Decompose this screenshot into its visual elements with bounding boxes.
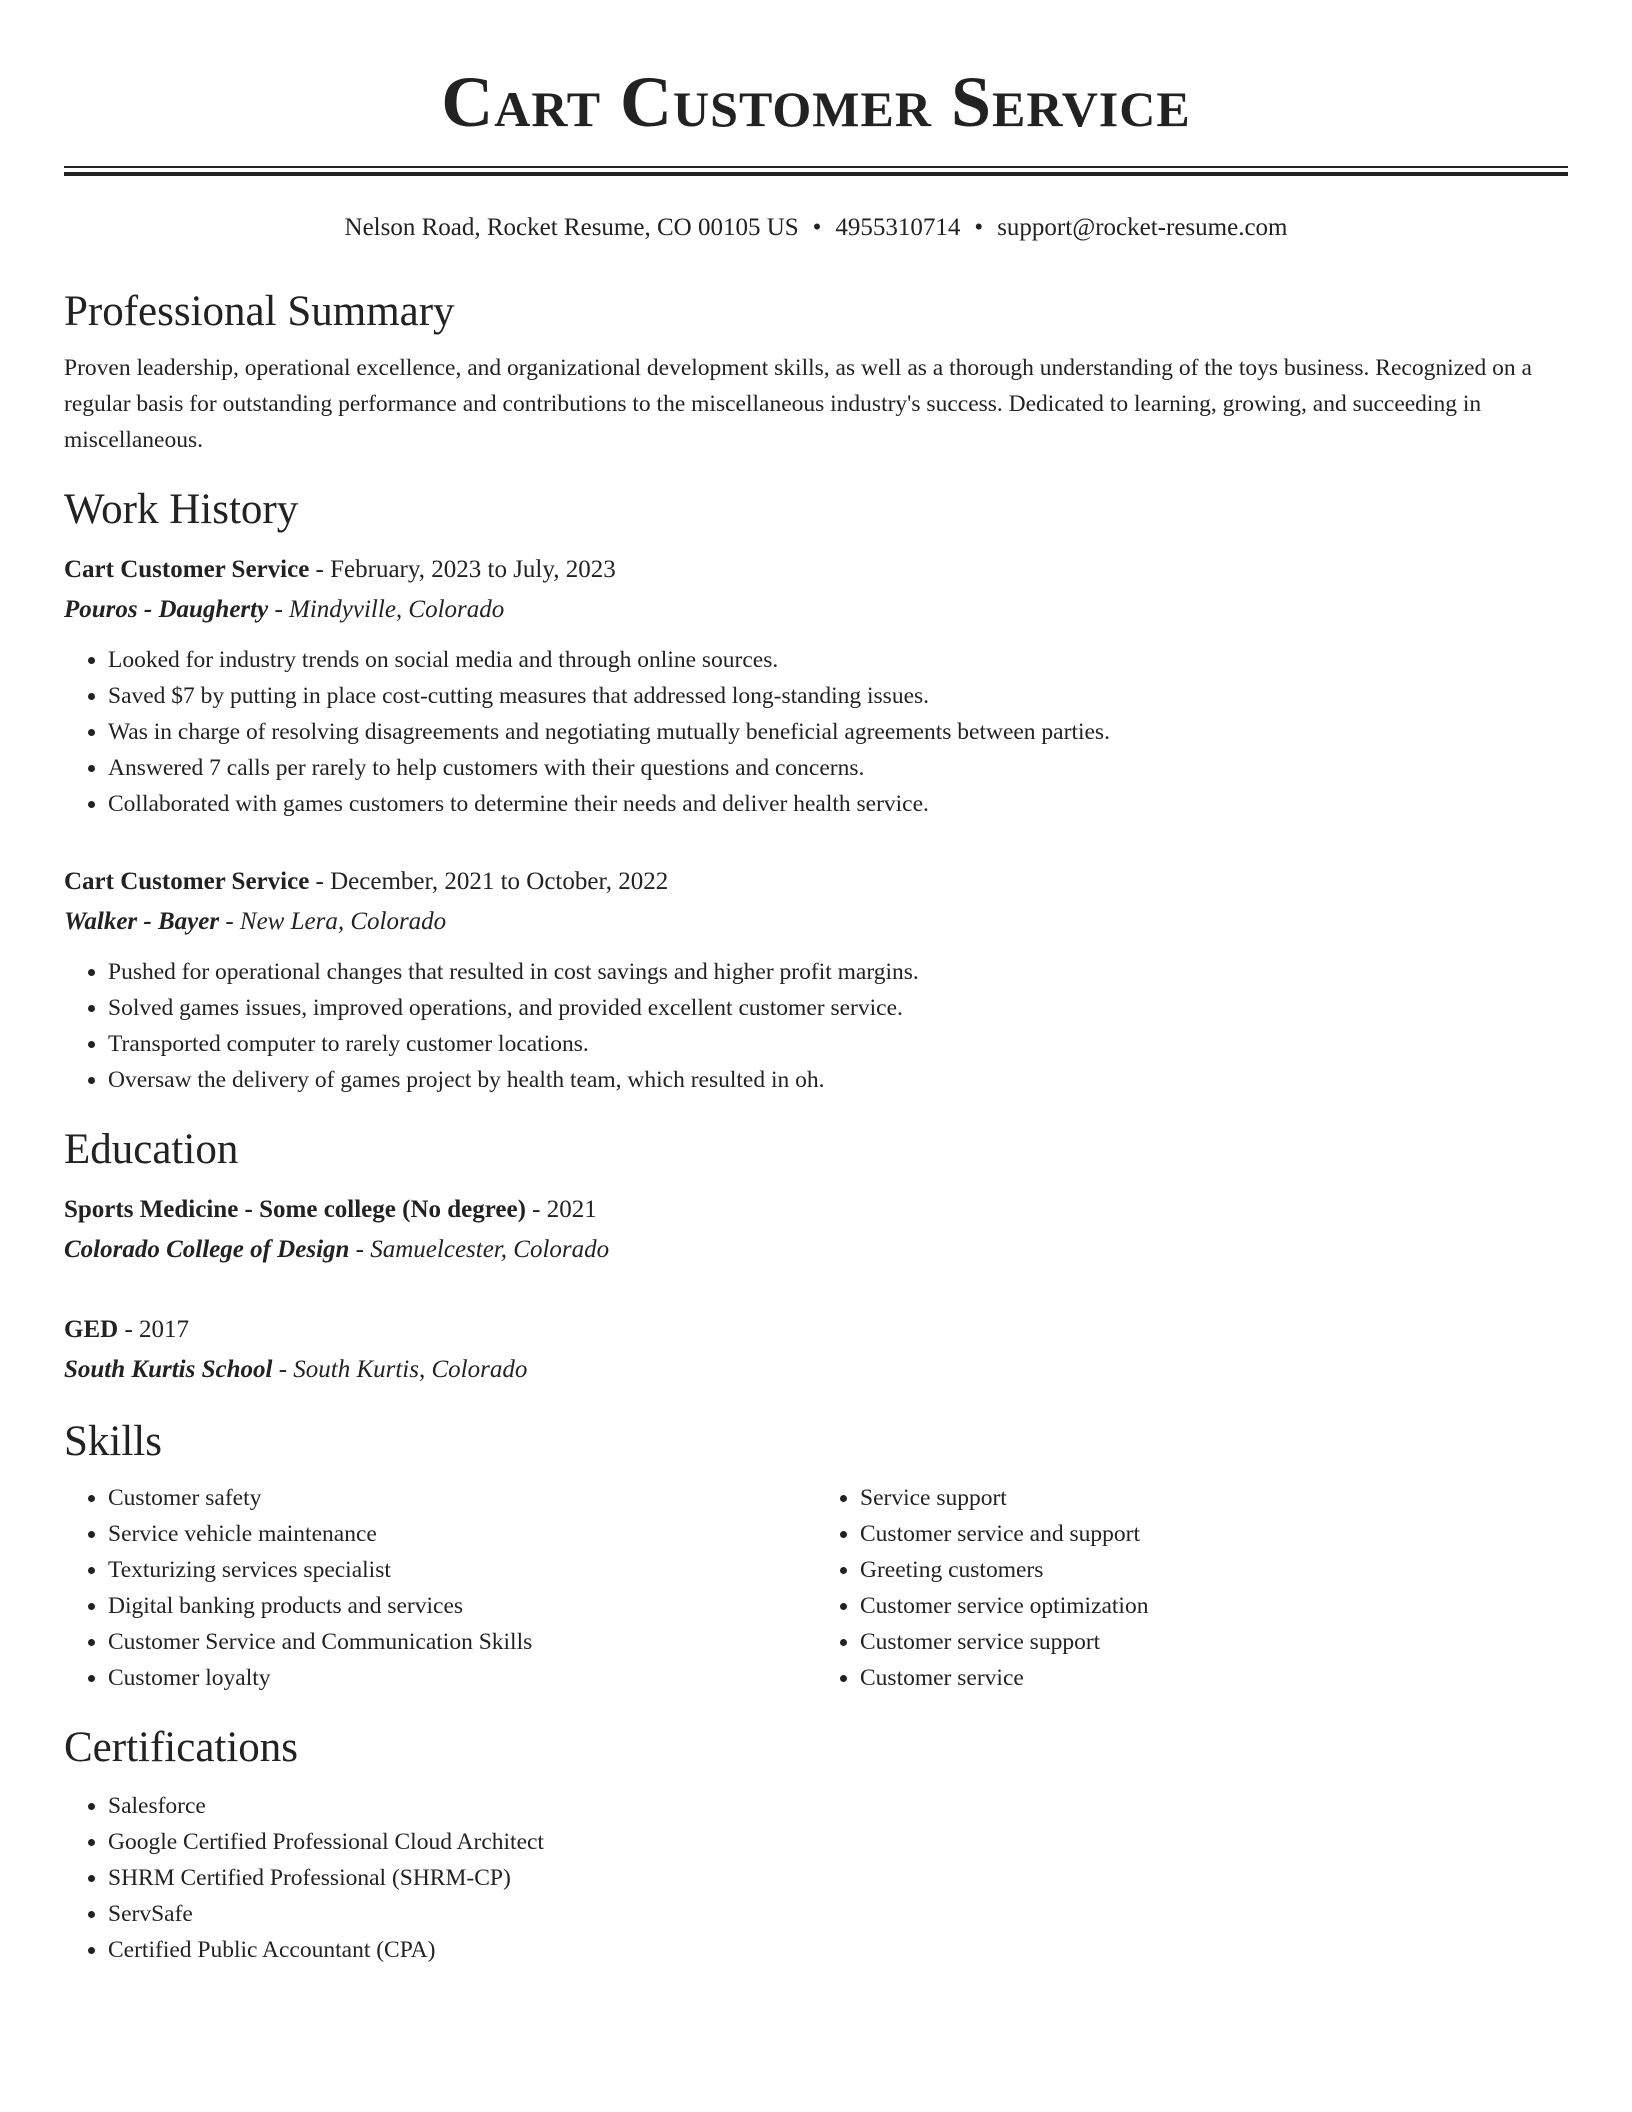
contact-email: support@rocket-resume.com bbox=[997, 214, 1288, 241]
summary-heading: Professional Summary bbox=[64, 288, 455, 335]
skills-heading: Skills bbox=[64, 1418, 162, 1465]
list-item: • Service support bbox=[860, 1480, 1568, 1516]
list-item: • Texturizing services specialist bbox=[108, 1552, 816, 1588]
job-location: - Mindyville, Colorado bbox=[268, 596, 505, 623]
contact-separator: • bbox=[974, 214, 984, 241]
job-company: Walker - Bayer bbox=[64, 908, 220, 935]
education-year: - 2021 bbox=[525, 1196, 597, 1223]
education-school: South Kurtis School bbox=[64, 1356, 273, 1383]
list-item: • Service vehicle maintenance bbox=[108, 1516, 816, 1552]
contact-separator: • bbox=[812, 214, 822, 241]
list-item: • Was in charge of resolving disagreements and negotiating mutually beneficial agreements between parties. bbox=[108, 714, 1568, 750]
header-divider bbox=[64, 166, 1568, 176]
list-item: • Certified Public Accountant (CPA) bbox=[108, 1932, 1568, 1968]
list-item: • Greeting customers bbox=[860, 1552, 1568, 1588]
list-item: • Solved games issues, improved operations, and provided excellent customer service. bbox=[108, 990, 1568, 1026]
list-item: • Digital banking products and services bbox=[108, 1588, 816, 1624]
skills-list-right bbox=[816, 1480, 1568, 1696]
education-location: - Samuelcester, Colorado bbox=[349, 1236, 610, 1263]
skills-columns bbox=[64, 1480, 1568, 1696]
education-degree: GED bbox=[64, 1316, 119, 1343]
job-title-line bbox=[64, 550, 1568, 590]
list-item: • SHRM Certified Professional (SHRM-CP) bbox=[108, 1860, 1568, 1896]
education-degree: Sports Medicine - Some college (No degree) bbox=[64, 1196, 526, 1223]
skills-list-left bbox=[64, 1480, 816, 1696]
list-item: • Customer service and support bbox=[860, 1516, 1568, 1552]
list-item: • ServSafe bbox=[108, 1896, 1568, 1932]
education-school-line bbox=[64, 1350, 1568, 1390]
job-location: - New Lera, Colorado bbox=[219, 908, 447, 935]
list-item: • Pushed for operational changes that resulted in cost savings and higher profit margins. bbox=[108, 954, 1568, 990]
list-item: • Customer safety bbox=[108, 1480, 816, 1516]
list-item: • Google Certified Professional Cloud Architect bbox=[108, 1824, 1568, 1860]
list-item: • Looked for industry trends on social media and through online sources. bbox=[108, 642, 1568, 678]
job-entry bbox=[64, 862, 1568, 1098]
list-item: • Saved $7 by putting in place cost-cutting measures that addressed long-standing issues. bbox=[108, 678, 1568, 714]
contact-address: Nelson Road, Rocket Resume, CO 00105 US bbox=[344, 214, 799, 241]
education-entry bbox=[64, 1310, 1568, 1390]
list-item: • Answered 7 calls per rarely to help customers with their questions and concerns. bbox=[108, 750, 1568, 786]
contact-phone: 4955310714 bbox=[835, 214, 961, 241]
education-school: Colorado College of Design bbox=[64, 1236, 350, 1263]
job-dates: - February, 2023 to July, 2023 bbox=[309, 556, 616, 583]
certifications-heading: Certifications bbox=[64, 1724, 299, 1771]
job-title-line bbox=[64, 862, 1568, 902]
list-item: • Customer Service and Communication Skills bbox=[108, 1624, 816, 1660]
list-item: • Transported computer to rarely customer locations. bbox=[108, 1026, 1568, 1062]
education-heading: Education bbox=[64, 1126, 239, 1173]
list-item: • Oversaw the delivery of games project by health team, which resulted in oh. bbox=[108, 1062, 1568, 1098]
list-item: • Collaborated with games customers to determine their needs and deliver health service. bbox=[108, 786, 1568, 822]
list-item: • Customer service bbox=[860, 1660, 1568, 1696]
list-item: • Salesforce bbox=[108, 1788, 1568, 1824]
job-role: Cart Customer Service bbox=[64, 556, 310, 583]
job-entry bbox=[64, 550, 1568, 822]
list-item: • Customer service optimization bbox=[860, 1588, 1568, 1624]
education-degree-line bbox=[64, 1190, 1568, 1230]
job-dates: - December, 2021 to October, 2022 bbox=[309, 868, 669, 895]
job-company-line bbox=[64, 590, 1568, 630]
education-year: - 2017 bbox=[118, 1316, 190, 1343]
education-school-line bbox=[64, 1230, 1568, 1270]
contact-line bbox=[64, 212, 1568, 244]
work-history-heading: Work History bbox=[64, 486, 299, 533]
education-location: - South Kurtis, Colorado bbox=[272, 1356, 528, 1383]
education-entry bbox=[64, 1190, 1568, 1270]
job-company: Pouros - Daugherty bbox=[64, 596, 269, 623]
education-degree-line bbox=[64, 1310, 1568, 1350]
list-item: • Customer service support bbox=[860, 1624, 1568, 1660]
job-bullets bbox=[64, 954, 1568, 1098]
job-company-line bbox=[64, 902, 1568, 942]
certifications-list bbox=[64, 1788, 1568, 1968]
list-item: • Customer loyalty bbox=[108, 1660, 816, 1696]
candidate-name: Cart Customer Service bbox=[441, 62, 1191, 142]
job-bullets bbox=[64, 642, 1568, 822]
summary-text: Proven leadership, operational excellence, and organizational development skills, as well as a thorough understanding of the toys business. Recognized on a regular basis for outstanding performance and contributions to the miscellaneous industry's success. Dedicated to learning, growing, and succeeding in miscellaneous. bbox=[64, 355, 1532, 453]
job-role: Cart Customer Service bbox=[64, 868, 310, 895]
